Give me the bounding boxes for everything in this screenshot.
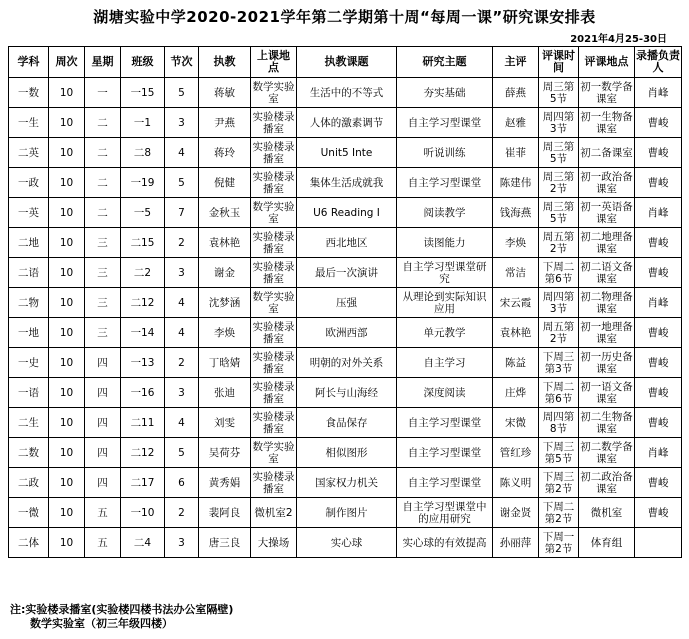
- table-cell: 四: [85, 378, 121, 408]
- table-cell: 二: [85, 138, 121, 168]
- table-cell: 压强: [297, 288, 397, 318]
- table-row: [9, 138, 682, 168]
- table-cell: [635, 528, 682, 558]
- table-cell: 数学实验室: [251, 288, 297, 318]
- table-cell: 初二地理备课室: [579, 228, 635, 258]
- table-cell: 二17: [121, 468, 165, 498]
- table-cell: 一1: [121, 108, 165, 138]
- table-cell: 三: [85, 258, 121, 288]
- table-cell: 体育组: [579, 528, 635, 558]
- table-cell: 实验楼录播室: [251, 258, 297, 288]
- column-header: 评课时间: [539, 47, 579, 78]
- table-cell: 生活中的不等式: [297, 78, 397, 108]
- table-cell: 实验楼录播室: [251, 468, 297, 498]
- table-cell: 初一英语备课室: [579, 198, 635, 228]
- table-cell: 袁林艳: [493, 318, 539, 348]
- table-cell: 2: [165, 348, 199, 378]
- table-cell: 初一数学备课室: [579, 78, 635, 108]
- table-cell: U6 Reading I: [297, 198, 397, 228]
- table-cell: 张迪: [199, 378, 251, 408]
- table-cell: 曹峻: [635, 168, 682, 198]
- table-cell: 尹燕: [199, 108, 251, 138]
- table-cell: 初二政治备课室: [579, 468, 635, 498]
- table-cell: 10: [49, 228, 85, 258]
- table-row: [9, 288, 682, 318]
- footnote-line-1: 注:实验楼录播室(实验楼四楼书法办公室隔壁): [10, 603, 234, 616]
- table-cell: 蒋玲: [199, 138, 251, 168]
- table-cell: 3: [165, 108, 199, 138]
- table-cell: 夯实基础: [397, 78, 493, 108]
- table-cell: 庄烨: [493, 378, 539, 408]
- table-cell: 黄秀娟: [199, 468, 251, 498]
- table-cell: 一5: [121, 198, 165, 228]
- table-cell: 一19: [121, 168, 165, 198]
- table-cell: 实验楼录播室: [251, 348, 297, 378]
- table-cell: 下周二第6节: [539, 258, 579, 288]
- table-cell: 初一语文备课室: [579, 378, 635, 408]
- table-cell: 宋微: [493, 408, 539, 438]
- table-cell: 初一政治备课室: [579, 168, 635, 198]
- table-cell: 周四第3节: [539, 108, 579, 138]
- column-header: 研究主题: [397, 47, 493, 78]
- table-cell: 读图能力: [397, 228, 493, 258]
- schedule-table: [8, 46, 682, 558]
- table-cell: 下周二第6节: [539, 378, 579, 408]
- column-header: 执教: [199, 47, 251, 78]
- table-cell: 曹峻: [635, 318, 682, 348]
- table-cell: 曹峻: [635, 348, 682, 378]
- table-cell: 曹峻: [635, 498, 682, 528]
- table-cell: 实验楼录播室: [251, 228, 297, 258]
- table-cell: 一政: [9, 168, 49, 198]
- column-header: 学科: [9, 47, 49, 78]
- column-header: 节次: [165, 47, 199, 78]
- table-cell: 薛燕: [493, 78, 539, 108]
- table-cell: 自主学习型课堂中的应用研究: [397, 498, 493, 528]
- table-cell: 初二数学备课室: [579, 438, 635, 468]
- table-cell: 一语: [9, 378, 49, 408]
- table-cell: 李焕: [199, 318, 251, 348]
- table-cell: 曹峻: [635, 258, 682, 288]
- table-cell: 初一生物备课室: [579, 108, 635, 138]
- table-cell: 10: [49, 408, 85, 438]
- table-cell: 10: [49, 378, 85, 408]
- table-cell: 周五第2节: [539, 228, 579, 258]
- table-cell: 一生: [9, 108, 49, 138]
- table-cell: 初二备课室: [579, 138, 635, 168]
- table-cell: 管红珍: [493, 438, 539, 468]
- table-cell: 一16: [121, 378, 165, 408]
- table-cell: 10: [49, 138, 85, 168]
- table-cell: 10: [49, 258, 85, 288]
- table-cell: 实验楼录播室: [251, 318, 297, 348]
- table-cell: 数学实验室: [251, 198, 297, 228]
- table-cell: 2: [165, 228, 199, 258]
- table-cell: 蒋敏: [199, 78, 251, 108]
- table-cell: 三: [85, 288, 121, 318]
- table-cell: 欧洲西部: [297, 318, 397, 348]
- table-cell: 西北地区: [297, 228, 397, 258]
- table-cell: 一14: [121, 318, 165, 348]
- table-cell: 三: [85, 228, 121, 258]
- table-cell: 二语: [9, 258, 49, 288]
- table-row: [9, 528, 682, 558]
- table-cell: 周三第5节: [539, 78, 579, 108]
- table-cell: 实验楼录播室: [251, 108, 297, 138]
- column-header: 班级: [121, 47, 165, 78]
- table-cell: 曹峻: [635, 408, 682, 438]
- footnote-line-2: 数学实验室（初三年级四楼）: [30, 617, 173, 630]
- table-cell: 下周二第2节: [539, 498, 579, 528]
- table-cell: 二12: [121, 438, 165, 468]
- table-cell: 孙丽萍: [493, 528, 539, 558]
- table-cell: 7: [165, 198, 199, 228]
- table-cell: 二2: [121, 258, 165, 288]
- table-cell: 单元教学: [397, 318, 493, 348]
- footnote: [10, 603, 233, 631]
- table-cell: 实验楼录播室: [251, 138, 297, 168]
- table-cell: 二: [85, 198, 121, 228]
- table-cell: 袁林艳: [199, 228, 251, 258]
- table-cell: 深度阅读: [397, 378, 493, 408]
- table-cell: 5: [165, 78, 199, 108]
- table-cell: 一微: [9, 498, 49, 528]
- table-cell: 10: [49, 288, 85, 318]
- column-header: 评课地点: [579, 47, 635, 78]
- table-cell: 五: [85, 498, 121, 528]
- table-cell: 李焕: [493, 228, 539, 258]
- table-cell: 周四第3节: [539, 288, 579, 318]
- table-cell: 二4: [121, 528, 165, 558]
- table-cell: 数学实验室: [251, 78, 297, 108]
- table-cell: 自主学习型课堂: [397, 468, 493, 498]
- table-cell: 10: [49, 498, 85, 528]
- table-cell: 大操场: [251, 528, 297, 558]
- table-cell: 四: [85, 438, 121, 468]
- table-cell: 唐三良: [199, 528, 251, 558]
- table-cell: 曹峻: [635, 228, 682, 258]
- table-cell: Unit5 Inte: [297, 138, 397, 168]
- table-cell: 二英: [9, 138, 49, 168]
- table-cell: 实验楼录播室: [251, 378, 297, 408]
- table-cell: 10: [49, 318, 85, 348]
- table-cell: 制作图片: [297, 498, 397, 528]
- table-cell: 二政: [9, 468, 49, 498]
- table-cell: 5: [165, 438, 199, 468]
- table-cell: 人体的激素调节: [297, 108, 397, 138]
- table-cell: 金秋玉: [199, 198, 251, 228]
- table-cell: 下周三第2节: [539, 468, 579, 498]
- table-cell: 二12: [121, 288, 165, 318]
- table-cell: 周三第5节: [539, 138, 579, 168]
- table-cell: 一15: [121, 78, 165, 108]
- table-cell: 初一地理备课室: [579, 318, 635, 348]
- column-header: 上课地点: [251, 47, 297, 78]
- table-row: [9, 258, 682, 288]
- table-cell: 赵雅: [493, 108, 539, 138]
- table-cell: 初一历史备课室: [579, 348, 635, 378]
- table-cell: 肖峰: [635, 198, 682, 228]
- table-cell: 食品保存: [297, 408, 397, 438]
- table-cell: 裴阿良: [199, 498, 251, 528]
- table-cell: 沈梦涵: [199, 288, 251, 318]
- page-title: 湖塘实验中学2020-2021学年第二学期第十周“每周一课”研究课安排表: [93, 8, 596, 26]
- table-cell: 10: [49, 348, 85, 378]
- table-cell: 宋云霞: [493, 288, 539, 318]
- table-row: [9, 378, 682, 408]
- table-cell: 一13: [121, 348, 165, 378]
- table-cell: 微机室2: [251, 498, 297, 528]
- table-cell: 二数: [9, 438, 49, 468]
- table-cell: 微机室: [579, 498, 635, 528]
- table-cell: 10: [49, 468, 85, 498]
- date-range: 2021年4月25-30日: [570, 34, 667, 45]
- table-cell: 自主学习型课堂: [397, 408, 493, 438]
- table-cell: 5: [165, 168, 199, 198]
- table-cell: 陈义明: [493, 468, 539, 498]
- table-cell: 刘雯: [199, 408, 251, 438]
- table-cell: 曹峻: [635, 378, 682, 408]
- table-cell: 一地: [9, 318, 49, 348]
- table-cell: 相似图形: [297, 438, 397, 468]
- table-cell: 自主学习型课堂: [397, 438, 493, 468]
- table-cell: 实验楼录播室: [251, 168, 297, 198]
- table-cell: 3: [165, 258, 199, 288]
- column-header: 星期: [85, 47, 121, 78]
- table-row: [9, 468, 682, 498]
- table-cell: 4: [165, 288, 199, 318]
- table-cell: 实心球: [297, 528, 397, 558]
- table-row: [9, 168, 682, 198]
- table-cell: 陈益: [493, 348, 539, 378]
- table-row: [9, 108, 682, 138]
- table-cell: 10: [49, 108, 85, 138]
- table-row: [9, 78, 682, 108]
- table-cell: 曹峻: [635, 138, 682, 168]
- table-cell: 下周一第2节: [539, 528, 579, 558]
- table-cell: 10: [49, 438, 85, 468]
- table-cell: 谢金: [199, 258, 251, 288]
- table-cell: 阅读教学: [397, 198, 493, 228]
- table-cell: 钱海燕: [493, 198, 539, 228]
- table-cell: 一数: [9, 78, 49, 108]
- table-cell: 3: [165, 378, 199, 408]
- table-row: [9, 198, 682, 228]
- table-cell: 五: [85, 528, 121, 558]
- table-cell: 自主学习型课堂: [397, 168, 493, 198]
- table-cell: 周五第2节: [539, 318, 579, 348]
- table-cell: 二11: [121, 408, 165, 438]
- table-cell: 数学实验室: [251, 438, 297, 468]
- table-row: [9, 318, 682, 348]
- table-cell: 吴荷芬: [199, 438, 251, 468]
- table-cell: 二地: [9, 228, 49, 258]
- table-cell: 陈建伟: [493, 168, 539, 198]
- table-cell: 自主学习型课堂: [397, 108, 493, 138]
- table-cell: 肖峰: [635, 438, 682, 468]
- header-row: [9, 47, 682, 78]
- table-cell: 二物: [9, 288, 49, 318]
- table-cell: 二体: [9, 528, 49, 558]
- table-row: [9, 228, 682, 258]
- column-header: 周次: [49, 47, 85, 78]
- table-cell: 肖峰: [635, 288, 682, 318]
- table-cell: 肖峰: [635, 78, 682, 108]
- table-cell: 10: [49, 528, 85, 558]
- table-cell: 10: [49, 198, 85, 228]
- table-cell: 常洁: [493, 258, 539, 288]
- table-cell: 四: [85, 408, 121, 438]
- table-row: [9, 408, 682, 438]
- table-cell: 下周三第5节: [539, 438, 579, 468]
- table-cell: 集体生活成就我: [297, 168, 397, 198]
- table-cell: 三: [85, 318, 121, 348]
- table-row: [9, 498, 682, 528]
- table-cell: 周三第2节: [539, 168, 579, 198]
- table-cell: 谢金贤: [493, 498, 539, 528]
- table-cell: 自主学习型课堂研究: [397, 258, 493, 288]
- table-cell: 曹峻: [635, 468, 682, 498]
- table-row: [9, 438, 682, 468]
- table-cell: 国家权力机关: [297, 468, 397, 498]
- table-cell: 一: [85, 78, 121, 108]
- table-cell: 初二语文备课室: [579, 258, 635, 288]
- table-cell: 下周三第3节: [539, 348, 579, 378]
- table-cell: 阿长与山海经: [297, 378, 397, 408]
- table-cell: 曹峻: [635, 108, 682, 138]
- table-cell: 二15: [121, 228, 165, 258]
- table-cell: 二8: [121, 138, 165, 168]
- column-header: 录播负责人: [635, 47, 682, 78]
- table-cell: 从理论到实际知识应用: [397, 288, 493, 318]
- table-cell: 4: [165, 138, 199, 168]
- table-cell: 倪健: [199, 168, 251, 198]
- table-cell: 自主学习: [397, 348, 493, 378]
- table-cell: 四: [85, 348, 121, 378]
- table-cell: 实心球的有效提高: [397, 528, 493, 558]
- table-cell: 一英: [9, 198, 49, 228]
- table-cell: 二生: [9, 408, 49, 438]
- table-cell: 崔菲: [493, 138, 539, 168]
- table-cell: 2: [165, 498, 199, 528]
- table-cell: 3: [165, 528, 199, 558]
- column-header: 执教课题: [297, 47, 397, 78]
- table-cell: 初二生物备课室: [579, 408, 635, 438]
- table-cell: 一史: [9, 348, 49, 378]
- table-cell: 4: [165, 408, 199, 438]
- table-cell: 周三第5节: [539, 198, 579, 228]
- table-cell: 10: [49, 78, 85, 108]
- table-cell: 一10: [121, 498, 165, 528]
- table-cell: 听说训练: [397, 138, 493, 168]
- table-cell: 10: [49, 168, 85, 198]
- table-cell: 明朝的对外关系: [297, 348, 397, 378]
- table-cell: 6: [165, 468, 199, 498]
- table-cell: 周四第8节: [539, 408, 579, 438]
- table-cell: 实验楼录播室: [251, 408, 297, 438]
- table-cell: 二: [85, 108, 121, 138]
- table-cell: 最后一次演讲: [297, 258, 397, 288]
- table-cell: 四: [85, 468, 121, 498]
- table-cell: 丁晗婧: [199, 348, 251, 378]
- table-cell: 4: [165, 318, 199, 348]
- table-cell: 二: [85, 168, 121, 198]
- column-header: 主评: [493, 47, 539, 78]
- table-row: [9, 348, 682, 378]
- table-cell: 初二物理备课室: [579, 288, 635, 318]
